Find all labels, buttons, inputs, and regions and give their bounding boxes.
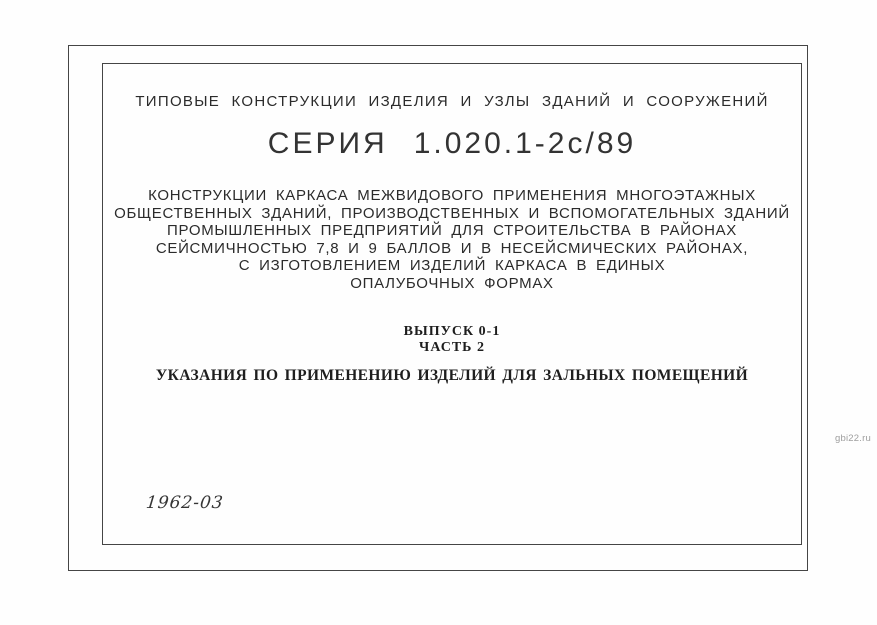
document-description <box>102 187 802 292</box>
part-label: ЧАСТЬ 2 <box>419 340 485 355</box>
description-line: С ИЗГОТОВЛЕНИЕМ ИЗДЕЛИЙ КАРКАСА В ЕДИНЫХ <box>238 257 666 274</box>
series-number: 1.020.1-2с/89 <box>413 127 637 160</box>
handwritten-archive-code: 1962-03 <box>144 493 225 513</box>
description-line: ПРОМЫШЛЕННЫХ ПРЕДПРИЯТИЙ ДЛЯ СТРОИТЕЛЬСТВА В РАЙОНАХ <box>166 222 738 239</box>
series-title <box>102 127 802 161</box>
description-line: КОНСТРУКЦИИ КАРКАСА МЕЖВИДОВОГО ПРИМЕНЕНИЯ МНОГОЭТАЖНЫХ <box>148 187 756 204</box>
description-line: ОБЩЕСТВЕННЫХ ЗДАНИЙ, ПРОИЗВОДСТВЕННЫХ И ВСПОМОГАТЕЛЬНЫХ ЗДАНИЙ <box>114 204 790 222</box>
issue-part-block <box>102 324 802 356</box>
series-label: СЕРИЯ <box>267 127 388 160</box>
issue-label: ВЫПУСК 0-1 <box>403 324 501 339</box>
site-watermark: gbi22.ru <box>835 433 871 444</box>
document-subtitle: УКАЗАНИЯ ПО ПРИМЕНЕНИЮ ИЗДЕЛИЙ ДЛЯ ЗАЛЬНЫХ ПОМЕЩЕНИЙ <box>155 367 749 384</box>
description-line: СЕЙСМИЧНОСТЬЮ 7,8 И 9 БАЛЛОВ И В НЕСЕЙСМИЧЕСКИХ РАЙОНАХ, <box>155 239 749 257</box>
document-header: ТИПОВЫЕ КОНСТРУКЦИИ ИЗДЕЛИЯ И УЗЛЫ ЗДАНИЙ И СООРУЖЕНИЙ <box>135 93 769 110</box>
title-page-content <box>102 63 802 545</box>
description-line: ОПАЛУБОЧНЫХ ФОРМАХ <box>350 274 554 292</box>
